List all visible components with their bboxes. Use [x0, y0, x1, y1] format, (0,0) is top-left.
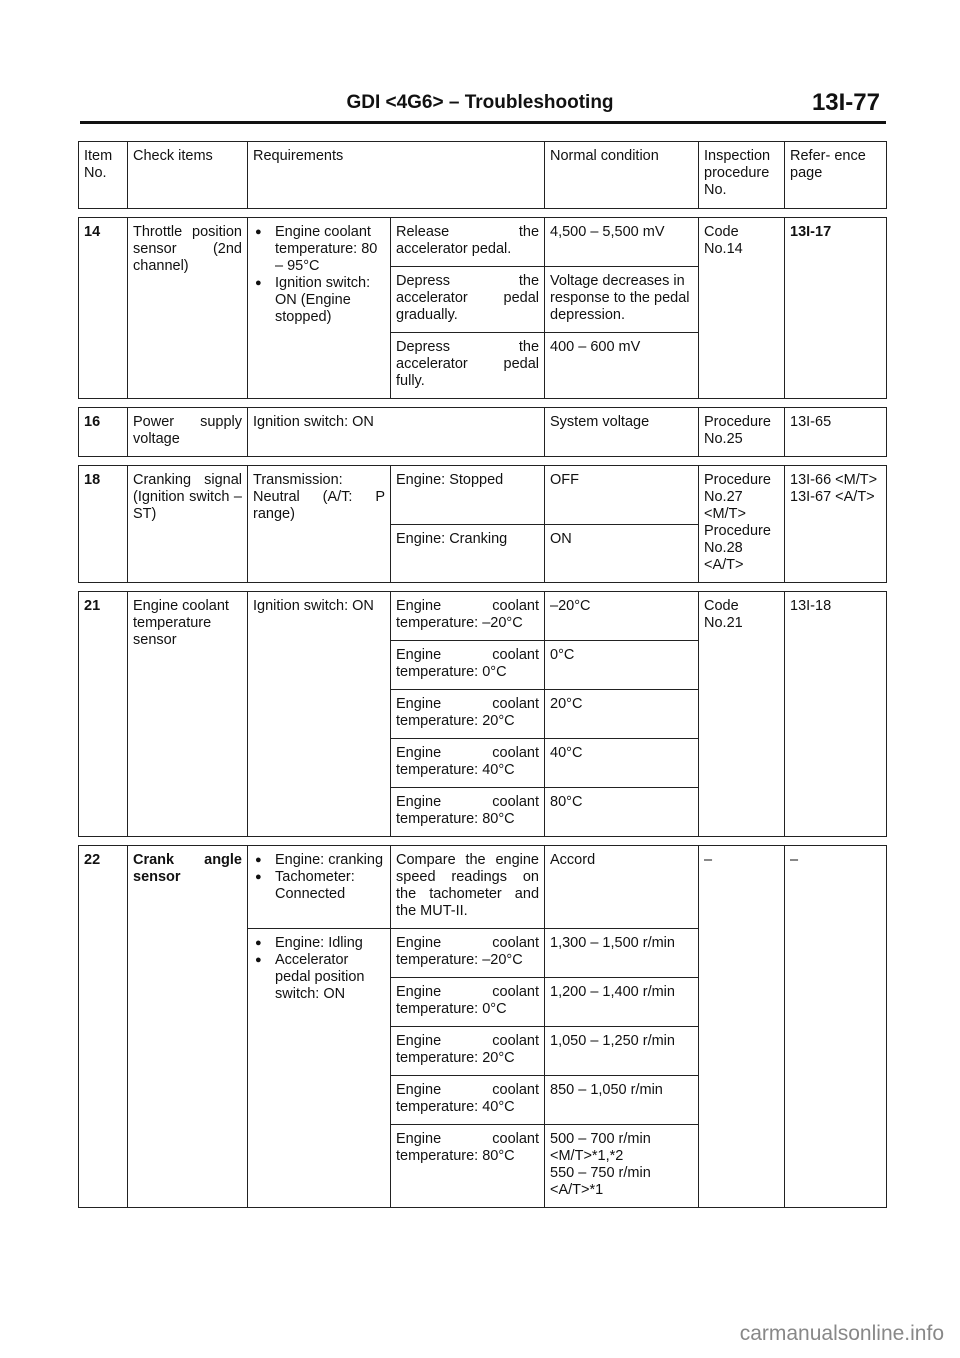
requirement-bullet: ● Ignition switch: ON (Engine stopped) — [253, 275, 385, 326]
condition: Engine coolant temperature: 40°C — [391, 739, 545, 788]
requirement-bullet: ● Engine: cranking — [253, 852, 385, 869]
condition: Depress the accelerator pedal gradually. — [391, 267, 545, 333]
requirement: Ignition switch: ON — [248, 592, 391, 837]
col-header-inspection-procedure: Inspection procedure No. — [699, 142, 785, 209]
col-header-check-items: Check items — [128, 142, 248, 209]
condition: Engine coolant temperature: 80°C — [391, 1125, 545, 1208]
troubleshooting-table — [78, 141, 887, 1208]
condition: Engine coolant temperature: 40°C — [391, 1076, 545, 1125]
reference-page: 13I-65 — [785, 408, 887, 457]
condition: Engine coolant temperature: –20°C — [391, 592, 545, 641]
col-header-normal-condition: Normal condition — [545, 142, 699, 209]
normal-condition: –20°C — [545, 592, 699, 641]
requirement-bullet: ● Engine coolant temperature: 80 – 95°C — [253, 224, 385, 275]
check-item: Cranking signal (Ignition switch – ST) — [128, 466, 248, 583]
row-separator — [79, 457, 887, 466]
item-no: 21 — [79, 592, 128, 837]
item-no: 18 — [79, 466, 128, 583]
inspection-procedure — [699, 466, 785, 583]
inspection-procedure-mt: Procedure No.27 <M/T> — [704, 472, 771, 522]
reference-page-mt: 13I-66 <M/T> — [790, 472, 878, 488]
condition: Depress the accelerator pedal fully. — [391, 333, 545, 399]
requirement — [248, 218, 391, 399]
normal-condition: 4,500 – 5,500 mV — [545, 218, 699, 267]
col-header-item-no: Item No. — [79, 142, 128, 209]
normal-condition: 1,200 – 1,400 r/min — [545, 978, 699, 1027]
normal-condition: ON — [545, 524, 699, 583]
requirement-bullet: ● Accelerator pedal position switch: ON — [253, 952, 385, 1003]
header-rule — [80, 121, 886, 124]
table-row — [79, 218, 887, 267]
normal-condition: 20°C — [545, 690, 699, 739]
requirement: Transmission: Neutral (A/T: P range) — [248, 466, 391, 583]
check-item: Power supply voltage — [128, 408, 248, 457]
row-separator — [79, 209, 887, 218]
table-row — [79, 592, 887, 641]
inspection-procedure: Procedure No.25 — [699, 408, 785, 457]
item-no: 14 — [79, 218, 128, 399]
page-number: 13I-77 — [811, 89, 880, 116]
normal-condition: 80°C — [545, 788, 699, 837]
table-row — [79, 846, 887, 929]
page-title: GDI <4G6> – Troubleshooting — [346, 92, 614, 113]
table-row — [79, 408, 887, 457]
normal-condition: Accord — [545, 846, 699, 929]
requirement — [248, 846, 391, 929]
normal-condition: 0°C — [545, 641, 699, 690]
requirement-bullet: ● Engine: Idling — [253, 935, 385, 952]
condition: Engine: Cranking — [391, 524, 545, 583]
normal-condition: 400 – 600 mV — [545, 333, 699, 399]
condition: Engine coolant temperature: 20°C — [391, 1027, 545, 1076]
normal-condition: 1,050 – 1,250 r/min — [545, 1027, 699, 1076]
table-header-row — [79, 142, 887, 209]
condition: Release the accelerator pedal. — [391, 218, 545, 267]
normal-condition-at: 550 – 750 r/min <A/T>*1 — [550, 1165, 651, 1198]
requirement — [248, 929, 391, 1208]
reference-page: – — [785, 846, 887, 1208]
normal-condition: System voltage — [545, 408, 699, 457]
condition: Engine coolant temperature: 0°C — [391, 978, 545, 1027]
normal-condition: OFF — [545, 466, 699, 525]
requirement-bullet: ● Tachometer: Connected — [253, 869, 385, 903]
condition: Compare the engine speed readings on the tachometer and the MUT-II. — [391, 846, 545, 929]
item-no: 22 — [79, 846, 128, 1208]
normal-condition: 1,300 – 1,500 r/min — [545, 929, 699, 978]
condition: Engine coolant temperature: 80°C — [391, 788, 545, 837]
condition: Engine coolant temperature: 0°C — [391, 641, 545, 690]
col-header-requirements: Requirements — [248, 142, 545, 209]
condition: Engine: Stopped — [391, 466, 545, 525]
normal-condition: 850 – 1,050 r/min — [545, 1076, 699, 1125]
condition: Engine coolant temperature: –20°C — [391, 929, 545, 978]
reference-page — [785, 466, 887, 583]
inspection-procedure: Code No.14 — [699, 218, 785, 399]
normal-condition: Voltage decreases in response to the pedal depression. — [545, 267, 699, 333]
condition: Engine coolant temperature: 20°C — [391, 690, 545, 739]
item-no: 16 — [79, 408, 128, 457]
reference-page: 13I-18 — [785, 592, 887, 837]
reference-page: 13I-17 — [785, 218, 887, 399]
inspection-procedure: Code No.21 — [699, 592, 785, 837]
normal-condition — [545, 1125, 699, 1208]
row-separator — [79, 837, 887, 846]
normal-condition-mt: 500 – 700 r/min <M/T>*1,*2 — [550, 1131, 651, 1164]
check-item: Crank angle sensor — [128, 846, 248, 1208]
col-header-reference-page: Refer- ence page — [785, 142, 887, 209]
row-separator — [79, 583, 887, 592]
reference-page-at: 13I-67 <A/T> — [790, 489, 875, 505]
row-separator — [79, 399, 887, 408]
watermark: carmanualsonline.info — [739, 1322, 944, 1345]
table-row — [79, 466, 887, 525]
inspection-procedure: – — [699, 846, 785, 1208]
check-item: Throttle position sensor (2nd channel) — [128, 218, 248, 399]
check-item: Engine coolant temperature sensor — [128, 592, 248, 837]
inspection-procedure-at: Procedure No.28 <A/T> — [704, 523, 771, 573]
normal-condition: 40°C — [545, 739, 699, 788]
requirement: Ignition switch: ON — [248, 408, 545, 457]
